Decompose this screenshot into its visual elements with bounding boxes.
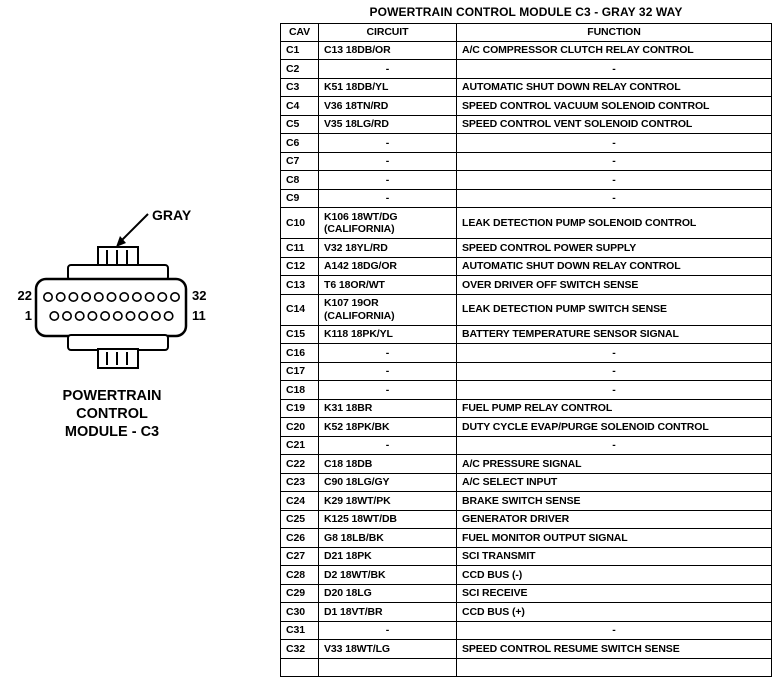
cav-cell: C10 <box>281 208 319 239</box>
cav-cell: C16 <box>281 344 319 363</box>
circuit-cell: - <box>319 344 457 363</box>
table-row <box>281 134 772 153</box>
cav-cell: C3 <box>281 78 319 97</box>
circuit-cell: K107 19OR (CALIFORNIA) <box>319 294 457 325</box>
table-row <box>281 658 772 677</box>
table-row <box>281 276 772 295</box>
function-cell: FUEL PUMP RELAY CONTROL <box>457 399 772 418</box>
caption-line-3: MODULE - C3 <box>64 424 160 440</box>
circuit-cell: G8 18LB/BK <box>319 529 457 548</box>
cav-cell: C4 <box>281 97 319 116</box>
circuit-cell: D21 18PK <box>319 547 457 566</box>
circuit-cell: K118 18PK/YL <box>319 325 457 344</box>
function-cell: SPEED CONTROL VENT SOLENOID CONTROL <box>457 115 772 134</box>
circuit-cell: - <box>319 60 457 79</box>
cav-cell: C14 <box>281 294 319 325</box>
table-header-row <box>281 24 772 42</box>
function-cell: SCI RECEIVE <box>457 584 772 603</box>
table-row <box>281 510 772 529</box>
cav-cell: C19 <box>281 399 319 418</box>
cav-cell: C32 <box>281 640 319 659</box>
function-cell: BRAKE SWITCH SENSE <box>457 492 772 511</box>
circuit-cell: D1 18VT/BR <box>319 603 457 622</box>
table-row <box>281 399 772 418</box>
connector-bottom-tab <box>98 349 138 368</box>
function-cell: - <box>457 344 772 363</box>
circuit-cell: K125 18WT/DB <box>319 510 457 529</box>
cav-cell: C8 <box>281 171 319 190</box>
circuit-cell <box>319 658 457 677</box>
table-row <box>281 325 772 344</box>
function-cell: - <box>457 60 772 79</box>
table-row <box>281 97 772 116</box>
table-row <box>281 584 772 603</box>
circuit-cell: K106 18WT/DG (CALIFORNIA) <box>319 208 457 239</box>
pin-holes-top-row <box>44 293 179 301</box>
table-row <box>281 492 772 511</box>
table-row <box>281 115 772 134</box>
cav-cell: C18 <box>281 381 319 400</box>
table-row <box>281 60 772 79</box>
cav-cell: C27 <box>281 547 319 566</box>
table-row <box>281 381 772 400</box>
circuit-cell: - <box>319 362 457 381</box>
function-cell: OVER DRIVER OFF SWITCH SENSE <box>457 276 772 295</box>
caption-line-2: CONTROL <box>76 406 148 422</box>
cav-cell: C23 <box>281 473 319 492</box>
circuit-cell: - <box>319 436 457 455</box>
page-title: POWERTRAIN CONTROL MODULE C3 - GRAY 32 WAY <box>369 5 683 19</box>
circuit-cell: A142 18DG/OR <box>319 257 457 276</box>
function-cell: SCI TRANSMIT <box>457 547 772 566</box>
circuit-cell: K29 18WT/PK <box>319 492 457 511</box>
cav-cell: C26 <box>281 529 319 548</box>
function-cell: - <box>457 436 772 455</box>
circuit-cell: - <box>319 381 457 400</box>
cav-cell: C17 <box>281 362 319 381</box>
circuit-cell: D2 18WT/BK <box>319 566 457 585</box>
function-cell: FUEL MONITOR OUTPUT SIGNAL <box>457 529 772 548</box>
header-circuit: CIRCUIT <box>319 24 457 42</box>
table-row <box>281 547 772 566</box>
function-cell: A/C PRESSURE SIGNAL <box>457 455 772 474</box>
table-row <box>281 566 772 585</box>
cav-cell: C5 <box>281 115 319 134</box>
function-cell: BATTERY TEMPERATURE SENSOR SIGNAL <box>457 325 772 344</box>
circuit-cell: T6 18OR/WT <box>319 276 457 295</box>
cav-cell: C13 <box>281 276 319 295</box>
function-cell: - <box>457 171 772 190</box>
caption-line-1: POWERTRAIN <box>62 388 162 404</box>
function-cell <box>457 658 772 677</box>
function-cell: CCD BUS (-) <box>457 566 772 585</box>
table-row <box>281 621 772 640</box>
function-cell: - <box>457 381 772 400</box>
table-row <box>281 171 772 190</box>
function-cell: DUTY CYCLE EVAP/PURGE SOLENOID CONTROL <box>457 418 772 437</box>
pinout-table-body <box>281 41 772 677</box>
table-row <box>281 189 772 208</box>
function-cell: SPEED CONTROL VACUUM SOLENOID CONTROL <box>457 97 772 116</box>
function-cell: LEAK DETECTION PUMP SOLENOID CONTROL <box>457 208 772 239</box>
function-cell: SPEED CONTROL POWER SUPPLY <box>457 239 772 258</box>
cav-cell: C24 <box>281 492 319 511</box>
function-cell: - <box>457 362 772 381</box>
cav-cell: C12 <box>281 257 319 276</box>
pin-number-1: 1 <box>24 308 32 323</box>
circuit-cell: - <box>319 189 457 208</box>
header-function: FUNCTION <box>457 24 772 42</box>
cav-cell: C25 <box>281 510 319 529</box>
function-cell: GENERATOR DRIVER <box>457 510 772 529</box>
table-row <box>281 529 772 548</box>
connector-body <box>36 279 186 336</box>
circuit-cell: - <box>319 621 457 640</box>
connector-figure <box>6 205 266 465</box>
table-row <box>281 455 772 474</box>
pinout-table <box>280 23 772 677</box>
function-cell: - <box>457 152 772 171</box>
circuit-cell: V36 18TN/RD <box>319 97 457 116</box>
circuit-cell: - <box>319 171 457 190</box>
circuit-cell: D20 18LG <box>319 584 457 603</box>
function-cell: AUTOMATIC SHUT DOWN RELAY CONTROL <box>457 78 772 97</box>
cav-cell <box>281 658 319 677</box>
function-cell: LEAK DETECTION PUMP SWITCH SENSE <box>457 294 772 325</box>
pin-number-32: 32 <box>192 288 207 303</box>
function-cell: SPEED CONTROL RESUME SWITCH SENSE <box>457 640 772 659</box>
table-row <box>281 78 772 97</box>
cav-cell: C2 <box>281 60 319 79</box>
table-row <box>281 362 772 381</box>
cav-cell: C22 <box>281 455 319 474</box>
table-row <box>281 418 772 437</box>
table-row <box>281 152 772 171</box>
table-row <box>281 436 772 455</box>
circuit-cell: C18 18DB <box>319 455 457 474</box>
function-cell: A/C COMPRESSOR CLUTCH RELAY CONTROL <box>457 41 772 60</box>
connector-color-label: GRAY <box>152 207 192 223</box>
table-row <box>281 239 772 258</box>
cav-cell: C20 <box>281 418 319 437</box>
circuit-cell: V35 18LG/RD <box>319 115 457 134</box>
header-cav: CAV <box>281 24 319 42</box>
connector-bottom-shoulder <box>68 335 168 350</box>
table-row <box>281 208 772 239</box>
circuit-cell: - <box>319 134 457 153</box>
circuit-cell: V32 18YL/RD <box>319 239 457 258</box>
cav-cell: C1 <box>281 41 319 60</box>
cav-cell: C31 <box>281 621 319 640</box>
cav-cell: C28 <box>281 566 319 585</box>
cav-cell: C11 <box>281 239 319 258</box>
cav-cell: C21 <box>281 436 319 455</box>
pin-number-11: 11 <box>192 308 206 323</box>
gray-pointer-arrow <box>116 214 148 247</box>
circuit-cell: - <box>319 152 457 171</box>
table-row <box>281 603 772 622</box>
function-cell: AUTOMATIC SHUT DOWN RELAY CONTROL <box>457 257 772 276</box>
circuit-cell: K31 18BR <box>319 399 457 418</box>
table-row <box>281 294 772 325</box>
cav-cell: C30 <box>281 603 319 622</box>
cav-cell: C15 <box>281 325 319 344</box>
circuit-cell: C13 18DB/OR <box>319 41 457 60</box>
function-cell: CCD BUS (+) <box>457 603 772 622</box>
circuit-cell: C90 18LG/GY <box>319 473 457 492</box>
circuit-cell: K52 18PK/BK <box>319 418 457 437</box>
circuit-cell: V33 18WT/LG <box>319 640 457 659</box>
connector-caption <box>6 387 218 441</box>
circuit-cell: K51 18DB/YL <box>319 78 457 97</box>
cav-cell: C6 <box>281 134 319 153</box>
pin-number-22: 22 <box>17 288 32 303</box>
table-row <box>281 640 772 659</box>
cav-cell: C7 <box>281 152 319 171</box>
cav-cell: C29 <box>281 584 319 603</box>
function-cell: - <box>457 189 772 208</box>
table-row <box>281 344 772 363</box>
function-cell: A/C SELECT INPUT <box>457 473 772 492</box>
table-row <box>281 473 772 492</box>
function-cell: - <box>457 621 772 640</box>
cav-cell: C9 <box>281 189 319 208</box>
table-row <box>281 257 772 276</box>
table-row <box>281 41 772 60</box>
function-cell: - <box>457 134 772 153</box>
